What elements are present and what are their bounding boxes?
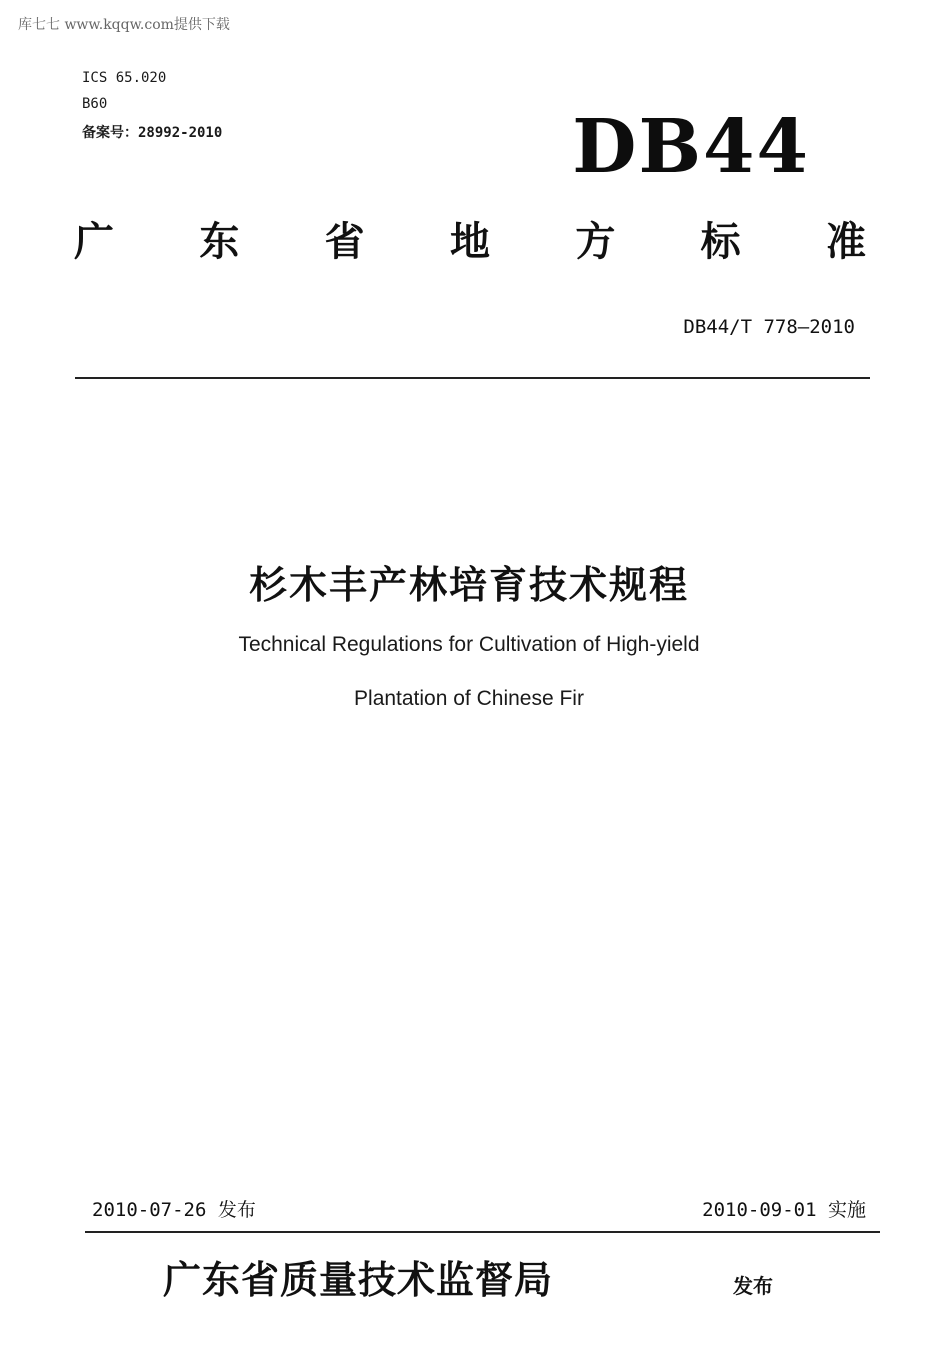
document-title-english-line1: Technical Regulations for Cultivation of High-yield: [238, 633, 700, 656]
footer-divider: [85, 1231, 880, 1233]
standard-type-char: 广: [74, 219, 114, 265]
issue-date: 2010-07-26 发布: [92, 1199, 256, 1221]
publisher-name: 广东省质量技术监督局: [163, 1257, 554, 1302]
standard-number: DB44/T 778—2010: [683, 316, 855, 338]
standard-type-char: 标: [700, 219, 741, 265]
standard-type-char: 方: [575, 219, 616, 265]
standard-type-char: 地: [449, 219, 490, 265]
ics-code: ICS 65.020: [82, 70, 167, 86]
document-title-chinese: 杉木丰产林培育技术规程: [248, 563, 689, 607]
standard-type-char: 东: [199, 219, 240, 265]
download-watermark: 库七七 www.kqqw.com提供下载: [18, 17, 230, 33]
db44-logo: DB44: [572, 104, 810, 190]
publish-label: 发布: [733, 1274, 773, 1298]
standard-type-heading: [70, 219, 870, 265]
standard-type-char: 准: [825, 219, 866, 265]
header-divider: [75, 377, 870, 379]
standard-type-char: 省: [324, 219, 365, 265]
document-title-english-line2: Plantation of Chinese Fir: [354, 687, 584, 710]
implementation-date: 2010-09-01 实施: [702, 1199, 866, 1221]
classification-code: B60: [82, 96, 108, 112]
record-number: 备案号：28992-2010: [82, 125, 223, 141]
